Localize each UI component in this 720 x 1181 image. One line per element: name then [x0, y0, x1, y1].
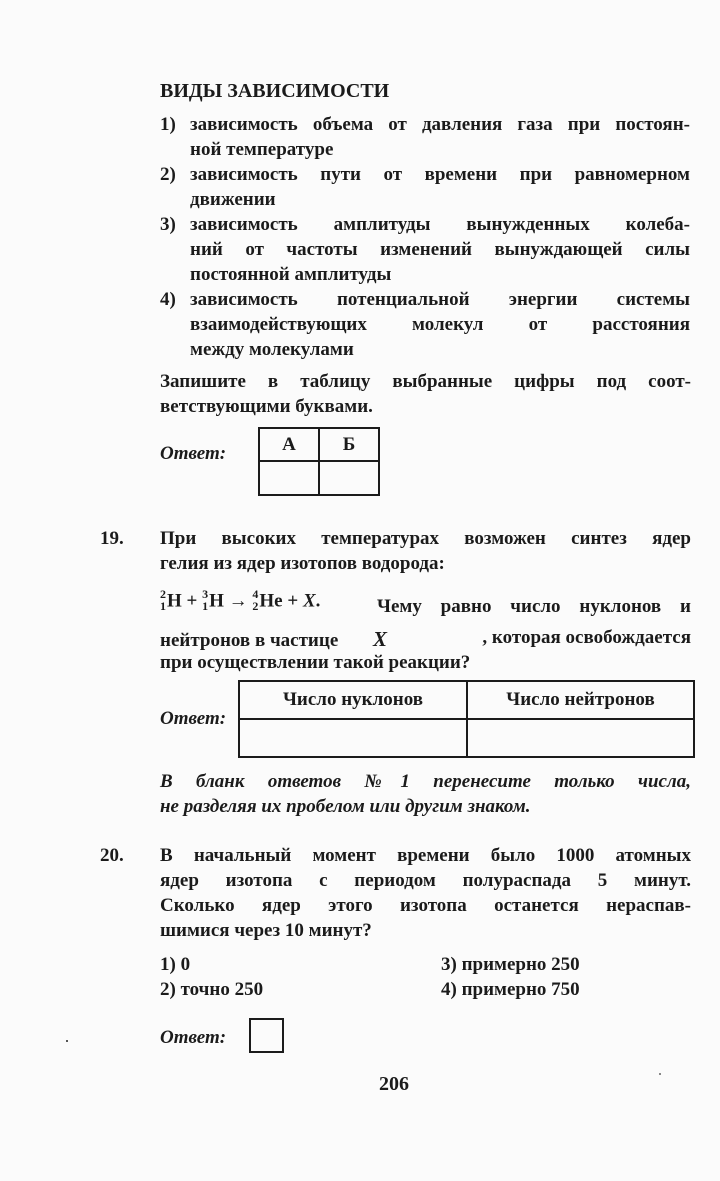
particle-x: X — [373, 627, 388, 651]
item-text: между молекулами — [190, 339, 354, 360]
instruction-text: ветствующими буквами. — [160, 396, 373, 417]
question-text: ядер изотопа с периодом полураспада 5 минут. — [160, 870, 691, 891]
answer-cell-b[interactable] — [319, 461, 379, 495]
isotope-index: 3 1 — [202, 587, 209, 613]
isotope-index: 4 2 — [252, 587, 259, 613]
question-text: , которая освобождается — [482, 627, 691, 648]
section-title: ВИДЫ ЗАВИСИМОСТИ — [160, 80, 390, 102]
nuclear-equation — [160, 587, 321, 624]
particle-x: X — [302, 590, 316, 612]
answer-box-20[interactable] — [249, 1018, 284, 1053]
header-neutrons: Число нейтронов — [467, 681, 694, 719]
item-number: 3) — [160, 214, 176, 235]
item-text: движении — [190, 189, 276, 210]
answer-label: Ответ: — [160, 708, 227, 729]
question-text: шимися через 10 минут? — [160, 920, 372, 941]
item-text: зависимость потенциальной энергии системы — [190, 289, 690, 310]
page-number: 206 — [379, 1073, 409, 1095]
instruction-text: Запишите в таблицу выбранные цифры под соот- — [160, 371, 691, 392]
arrow-symbol: → — [228, 590, 248, 612]
item-number: 4) — [160, 289, 176, 310]
question-text: нейтронов в частице — [160, 630, 339, 651]
option-4: 4) примерно 750 — [441, 979, 580, 1000]
question-text-line — [160, 627, 691, 652]
answer-table-ab — [258, 427, 380, 496]
note-text: не разделяя их пробелом или другим знаком. — [160, 796, 531, 817]
question-text: при осуществлении такой реакции? — [160, 652, 471, 673]
item-text: зависимость пути от времени при равномерном — [190, 164, 690, 185]
note-text: В бланк ответов №1 перенесите только числа, — [160, 771, 691, 792]
period: . — [315, 590, 321, 612]
question-text: Сколько ядер этого изотопа останется нераспав- — [160, 895, 691, 916]
question-text: Чему равно число нуклонов и — [377, 596, 691, 617]
item-text: зависимость объема от давления газа при постоян- — [190, 114, 690, 135]
plus-sign: + — [287, 590, 299, 612]
plus-sign: + — [186, 590, 198, 612]
item-number: 1) — [160, 114, 176, 135]
question-number: 19. — [100, 528, 124, 549]
speck — [659, 1073, 661, 1075]
isotope-symbol: H — [209, 590, 224, 612]
isotope-symbol: He — [259, 590, 283, 612]
item-text: ной температуре — [190, 139, 334, 160]
answer-cell-a[interactable] — [259, 461, 319, 495]
question-text: При высоких температурах возможен синтез ядер — [160, 528, 691, 549]
answer-cell-neutrons[interactable] — [467, 719, 694, 757]
header-nucleons: Число нуклонов — [239, 681, 467, 719]
answer-label: Ответ: — [160, 1027, 227, 1048]
speck — [66, 1040, 68, 1042]
answer-label: Ответ: — [160, 443, 227, 464]
item-text: постоянной амплитуды — [190, 264, 392, 285]
isotope-symbol: H — [167, 590, 182, 612]
option-2: 2) точно 250 — [160, 979, 264, 1000]
header-a: А — [259, 428, 319, 461]
item-text: взаимодействующих молекул от расстояния — [190, 314, 690, 335]
isotope-index: 2 1 — [160, 587, 166, 613]
answer-cell-nucleons[interactable] — [239, 719, 467, 757]
question-number: 20. — [100, 845, 124, 866]
item-text: зависимость амплитуды вынужденных колеба- — [190, 214, 690, 235]
question-text: гелия из ядер изотопов водорода: — [160, 553, 445, 574]
question-text: В начальный момент времени было 1000 атомных — [160, 845, 691, 866]
header-b: Б — [319, 428, 379, 461]
item-number: 2) — [160, 164, 176, 185]
item-text: ний от частоты изменений вынуждающей силы — [190, 239, 690, 260]
answer-table-19 — [238, 680, 695, 758]
option-1: 1) 0 — [160, 954, 191, 975]
option-3: 3) примерно 250 — [441, 954, 580, 975]
